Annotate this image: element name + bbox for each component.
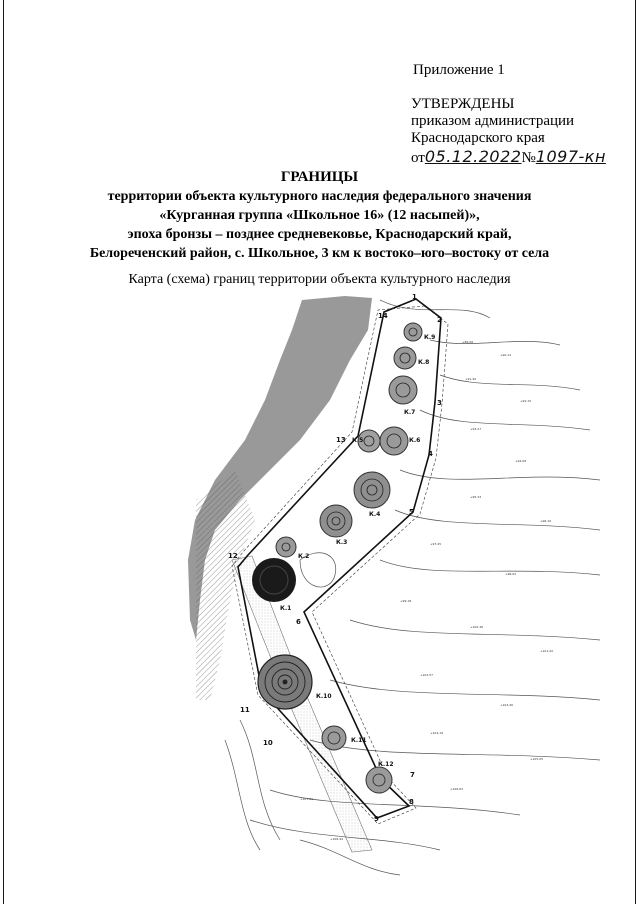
svg-text:+99,18: +99,18 — [400, 599, 412, 603]
point-4: 4 — [428, 450, 433, 458]
kurgan-10 — [258, 655, 332, 709]
title-line-4: Белореченский район, с. Школьное, 3 км к востоко–юго–востоку от села — [89, 246, 550, 261]
point-7: 7 — [410, 771, 415, 779]
map-caption: Карта (схема) границ территории объекта культурного наследия — [128, 272, 511, 287]
svg-text:+98,02: +98,02 — [505, 572, 517, 576]
handwritten-date: 05.12.2022 — [424, 147, 522, 166]
kurgan-5 — [352, 430, 380, 452]
svg-text:+106,63: +106,63 — [450, 787, 464, 791]
kurgan-2 — [276, 537, 309, 560]
kurgan-8-label: К.8 — [418, 359, 430, 366]
kurgan-9-label: К.9 — [424, 334, 436, 341]
number-prefix: № — [521, 150, 536, 166]
point-12: 12 — [228, 552, 238, 560]
svg-text:+105,05: +105,05 — [530, 757, 544, 761]
svg-text:+89,06: +89,06 — [462, 340, 474, 344]
kurgan-8 — [394, 347, 429, 369]
kurgan-9 — [404, 323, 435, 341]
kurgan-6-label: К.6 — [409, 437, 421, 444]
elevation-marks — [300, 340, 553, 841]
approved-line-2: Краснодарского края — [411, 130, 545, 146]
point-8: 8 — [409, 798, 414, 806]
approved-title: УТВЕРЖДЕНЫ — [411, 96, 515, 112]
kurgan-12 — [366, 761, 394, 793]
kurgan-5-label: К.5 — [352, 437, 364, 444]
title-line-1: территории объекта культурного наследия федерального значения — [107, 189, 532, 204]
svg-text:+93,27: +93,27 — [470, 427, 482, 431]
point-6: 6 — [296, 618, 301, 626]
appendix-label: Приложение 1 — [413, 62, 505, 78]
kurgan-1-label: К.1 — [280, 605, 292, 612]
title-heading: ГРАНИЦЫ — [280, 169, 359, 185]
kurgan-6 — [380, 427, 420, 455]
svg-text:+96,10: +96,10 — [540, 519, 552, 523]
handwritten-number: 1097-кн — [535, 147, 606, 166]
svg-text:+107,21: +107,21 — [300, 797, 314, 801]
svg-text:+91,40: +91,40 — [465, 377, 477, 381]
date-prefix: от — [411, 150, 425, 166]
point-13: 13 — [336, 436, 346, 444]
kurgan-3 — [320, 505, 352, 546]
svg-text:+94,08: +94,08 — [515, 459, 527, 463]
kurgan-11 — [322, 726, 367, 750]
point-1: 1 — [412, 293, 417, 301]
point-5: 5 — [409, 508, 414, 516]
svg-text:+95,33: +95,33 — [470, 495, 482, 499]
kurgan-7 — [389, 376, 417, 416]
svg-text:+92,15: +92,15 — [520, 399, 532, 403]
svg-text:+90,12: +90,12 — [500, 353, 512, 357]
point-2: 2 — [437, 316, 442, 324]
kurgan-2-label: К.2 — [298, 553, 310, 560]
kurgan-3-label: К.3 — [336, 539, 348, 546]
kurgan-10-label: К.10 — [316, 693, 332, 700]
approved-line-1: приказом администрации — [411, 113, 575, 129]
point-9: 9 — [374, 815, 379, 823]
svg-text:+108,44: +108,44 — [330, 837, 344, 841]
point-3: 3 — [437, 399, 442, 407]
svg-text:+101,22: +101,22 — [540, 649, 554, 653]
svg-text:+102,57: +102,57 — [420, 673, 434, 677]
svg-text:+97,45: +97,45 — [430, 542, 442, 546]
svg-text:+100,36: +100,36 — [470, 625, 484, 629]
svg-text:+103,40: +103,40 — [500, 703, 514, 707]
road-strip — [232, 556, 372, 852]
kurgan-4-label: К.4 — [369, 511, 381, 518]
point-10: 10 — [263, 739, 273, 747]
kurgan-4 — [354, 472, 390, 518]
kurgan-12-label: К.12 — [378, 761, 394, 768]
title-line-3: эпоха бронзы – позднее средневековье, Краснодарский край, — [127, 227, 512, 242]
point-11: 11 — [240, 706, 250, 714]
kurgan-11-label: К.11 — [351, 737, 367, 744]
title-line-2: «Курганная группа «Школьное 16» (12 насыпей)», — [159, 208, 480, 223]
svg-text:+104,19: +104,19 — [430, 731, 444, 735]
point-14: 14 — [378, 312, 388, 320]
kurgan-7-label: К.7 — [404, 409, 416, 416]
